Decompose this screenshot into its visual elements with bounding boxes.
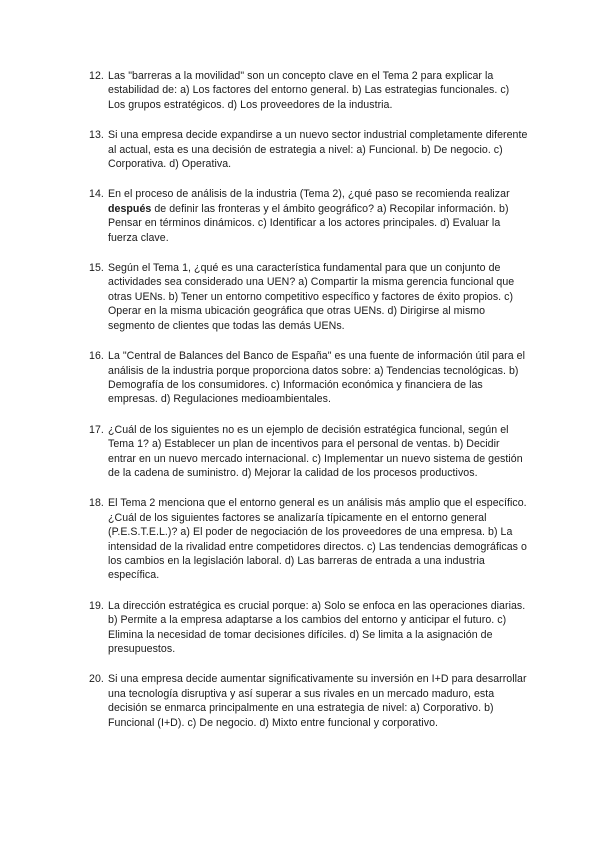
question-number: 14. <box>89 188 104 201</box>
question-text: Si una empresa decide aumentar significativamente su inversión en I+D para desarrollar una tecnología disruptiva y así superar a sus rivales en un mercado maduro, esta decisión se enmarca principalmente en una estrategia de nivel: a) Corporativo. b) Funcional (I+D). c) De negocio. d) Mixto entre funcional y corporativo. <box>108 673 527 729</box>
question-item <box>89 349 529 407</box>
question-number: 17. <box>89 423 104 436</box>
question-number: 19. <box>89 599 104 612</box>
question-text <box>108 188 510 243</box>
question-text: Según el Tema 1, ¿qué es una característica fundamental para que un conjunto de actividades sea considerado una UEN? a) Compartir la misma gerencia funcional que otras UENs. b) Tener un entorno competitivo específico y factores de éxito propios. c) Operar en la misma ubicación geográfica que otras UENs. d) Dirigirse al mismo segmento de clientes que todas las demás UENs. <box>108 262 515 332</box>
question-number: 16. <box>89 350 104 363</box>
question-text: Las "barreras a la movilidad" son un concepto clave en el Tema 2 para explicar la estabilidad de: a) Los factores del entorno general. b) Las estrategias funcionales. c) Los grupos estratégicos. d) Los proveedores de la industria. <box>108 70 510 111</box>
question-number: 13. <box>89 129 104 142</box>
question-item <box>89 496 529 582</box>
question-item <box>89 599 529 657</box>
question-text: La dirección estratégica es crucial porque: a) Solo se enfoca en las operaciones diarias. b) Permite a la empresa adaptarse a los cambios del entorno y anticipar el futuro. c) Elimina la necesidad de tomar decisiones difíciles. d) Se limita a la asignación de presupuestos. <box>108 599 526 655</box>
question-item <box>89 187 529 245</box>
question-number: 20. <box>89 673 104 686</box>
question-emphasis: después <box>108 202 152 215</box>
question-number: 15. <box>89 262 104 275</box>
question-item <box>89 261 529 333</box>
question-item <box>89 128 529 171</box>
question-text: Si una empresa decide expandirse a un nuevo sector industrial completamente diferente al actual, esta es una decisión de estrategia a nivel: a) Funcional. b) De negocio. c) Corporativa. d) Operativa. <box>108 129 528 171</box>
question-number: 12. <box>89 70 104 82</box>
question-item <box>89 69 529 112</box>
question-text-before: En el proceso de análisis de la industria (Tema 2), ¿qué paso se recomienda realizar <box>108 188 510 201</box>
question-text: ¿Cuál de los siguientes no es un ejemplo de decisión estratégica funcional, según el Tema 1? a) Establecer un plan de incentivos para el personal de ventas. b) Decidir entrar en un nuevo mercado internacional. c) Implementar un nuevo sistema de gestión de la cadena de suministro. d) Mejorar la calidad de los procesos productivos. <box>108 423 523 479</box>
question-text: La "Central de Balances del Banco de España" es una fuente de información útil para el análisis de la industria porque proporciona datos sobre: a) Tendencias tecnológicas. b) Demografía de los consumidores. c) Información económica y financiera de las empresas. d) Regulaciones medioambientales. <box>108 350 526 406</box>
question-item <box>89 423 529 481</box>
question-text: El Tema 2 menciona que el entorno general es un análisis más amplio que el específico. ¿Cuál de los siguientes factores se analizaría típicamente en el entorno general (P.E.S.T.E.L.)? a) El poder de negociación de los proveedores de una empresa. b) La intensidad de la rivalidad entre competidores directos. c) Las tendencias demográficas o los cambios en la legislación laboral. d) Las barreras de entrada a una industria específica. <box>108 497 527 582</box>
question-list <box>89 69 529 746</box>
question-text-after: de definir las fronteras y el ámbito geográfico? a) Recopilar información. b) Pensar en términos dinámicos. c) Identificar a los actores principales. d) Evaluar la fuerza clave. <box>108 202 509 244</box>
question-item <box>89 672 529 730</box>
question-number: 18. <box>89 497 104 510</box>
